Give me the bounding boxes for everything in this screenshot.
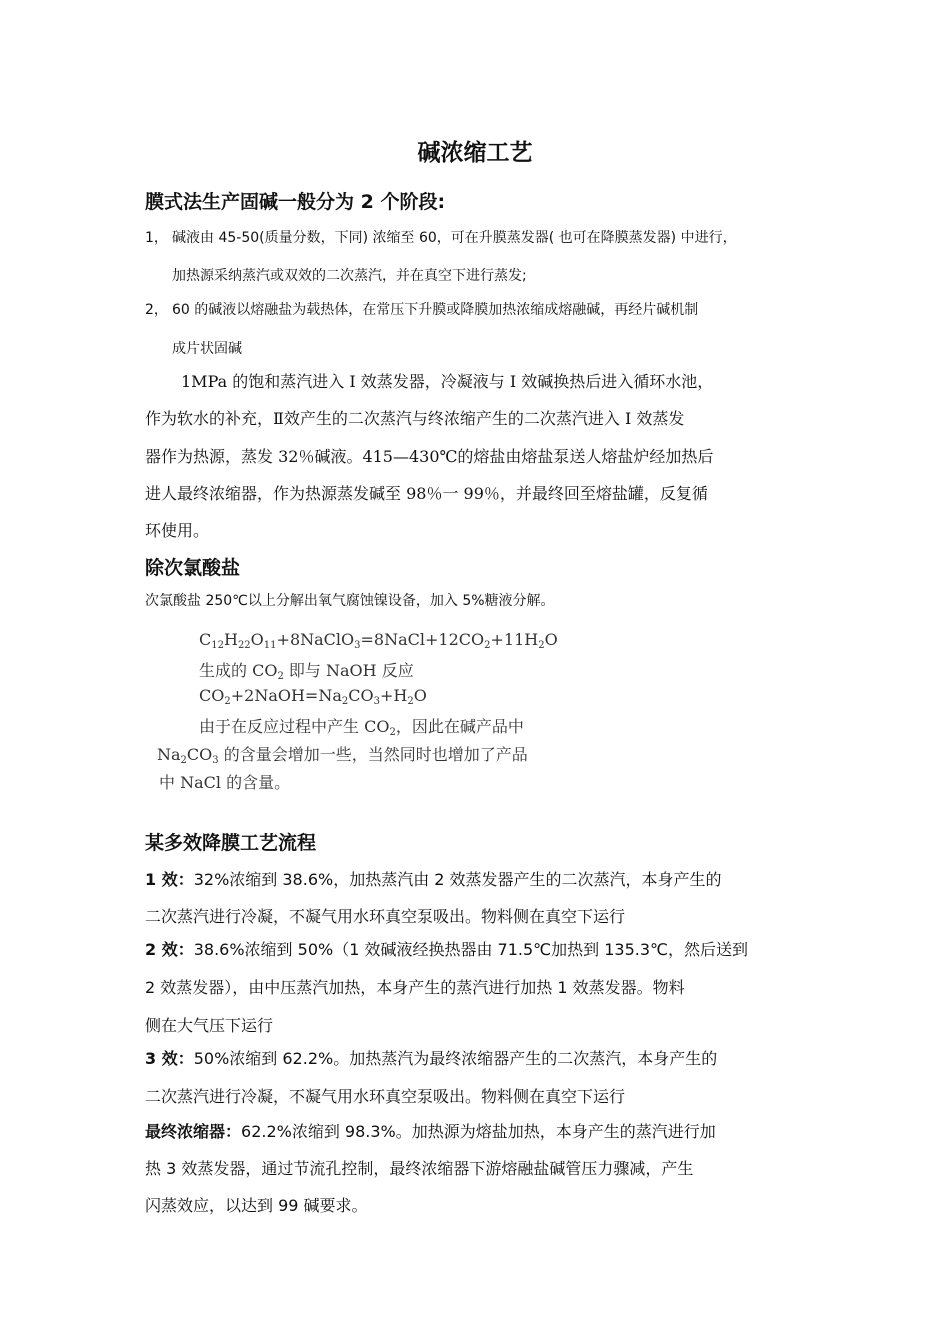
section-heading-hypochlorite: 除次氯酸盐 [145, 557, 241, 579]
chemical-formula-figure [155, 626, 605, 798]
effect-2-label: 2 效： [145, 940, 194, 959]
reaction-equation-1: $C_{12}H_{22}O_{11}+8NaClO_3=8NaCl+12CO_2+11H_2O$ [199, 630, 558, 651]
effect-2-line: 2 效：38.6%浓缩到 50%（1 效碱液经换热器由 71.5℃加热到 135.3℃，然后送到 [145, 940, 749, 959]
paragraph-line: 2 效蒸发器），由中压蒸汽加热，本身产生的蒸汽进行加热 1 效蒸发器。物料 [145, 978, 685, 997]
formula-text-line: $Na_2CO_3$ 的含量会增加一些，当然同时也增加了产品 [157, 745, 528, 766]
list-item-number: 2， [145, 302, 168, 318]
paragraph-line: 侧在大气压下运行 [145, 1016, 274, 1035]
paragraph-line: 二次蒸汽进行冷凝，不凝气用水环真空泵吸出。物料侧在真空下运行 [145, 1087, 626, 1106]
section-heading-multi-effect: 某多效降膜工艺流程 [145, 832, 317, 854]
paragraph-line: 器作为热源，蒸发 32％碱液。415—430℃的熔盐由熔盐泵送人熔盐炉经加热后 [145, 447, 714, 466]
final-concentrator-label: 最终浓缩器： [145, 1122, 242, 1141]
formula-text-line: 中 NaCl 的含量。 [159, 773, 291, 792]
document-title: 碱浓缩工艺 [417, 140, 533, 166]
formula-text-line: 由于在反应过程中产生 $CO_2$，因此在碱产品中 [199, 717, 524, 738]
effect-3-line: 3 效：50%浓缩到 62.2%。加热蒸汽为最终浓缩器产生的二次蒸汽，本身产生的 [145, 1049, 718, 1068]
list-item-text: 加热源采纳蒸汽或双效的二次蒸汽，并在真空下进行蒸发; [172, 268, 527, 284]
list-item-text: 碱液由 45-50(质量分数，下同) 浓缩至 60，可在升膜蒸发器( 也可在降膜蒸发器) 中进行， [172, 230, 737, 246]
paragraph-line: 环使用。 [145, 521, 210, 540]
list-item-number: 1， [145, 230, 168, 246]
section-note: 次氯酸盐 250℃以上分解出氧气腐蚀镍设备，加入 5%糖液分解。 [145, 593, 555, 609]
list-item-text: 成片状固碱 [172, 341, 242, 357]
final-concentrator-line: 最终浓缩器：62.2%浓缩到 98.3%。加热源为熔盐加热，本身产生的蒸汽进行加 [145, 1122, 716, 1141]
list-item-text: 60 的碱液以熔融盐为载热体，在常压下升膜或降膜加热浓缩成熔融碱，再经片碱机制 [172, 302, 699, 318]
effect-3-label: 3 效： [145, 1049, 194, 1068]
paragraph-line: 进人最终浓缩器，作为热源蒸发碱至 98％一 99％，并最终回至熔盐罐，反复循 [145, 484, 708, 503]
reaction-equation-2: $CO_2+2NaOH=Na_2CO_3+H_2O$ [199, 686, 427, 707]
effect-1-line: 1 效：32%浓缩到 38.6%，加热蒸汽由 2 效蒸发器产生的二次蒸汽，本身产生的 [145, 870, 722, 889]
paragraph-line: 作为软水的补充，Ⅱ效产生的二次蒸汽与终浓缩产生的二次蒸汽进入 I 效蒸发 [145, 409, 685, 428]
paragraph-line: 1MPa 的饱和蒸汽进入 I 效蒸发器，冷凝液与 I 效碱换热后进入循环水池， [181, 372, 714, 391]
section-heading-stages: 膜式法生产固碱一般分为 2 个阶段: [145, 191, 446, 213]
paragraph-line: 二次蒸汽进行冷凝，不凝气用水环真空泵吸出。物料侧在真空下运行 [145, 907, 626, 926]
formula-text-line: 生成的 $CO_2$ 即与 NaOH 反应 [199, 661, 414, 682]
paragraph-line: 闪蒸效应，以达到 99 碱要求。 [145, 1196, 368, 1215]
effect-1-label: 1 效： [145, 870, 194, 889]
paragraph-line: 热 3 效蒸发器，通过节流孔控制，最终浓缩器下游熔融盐碱管压力骤减，产生 [145, 1159, 694, 1178]
